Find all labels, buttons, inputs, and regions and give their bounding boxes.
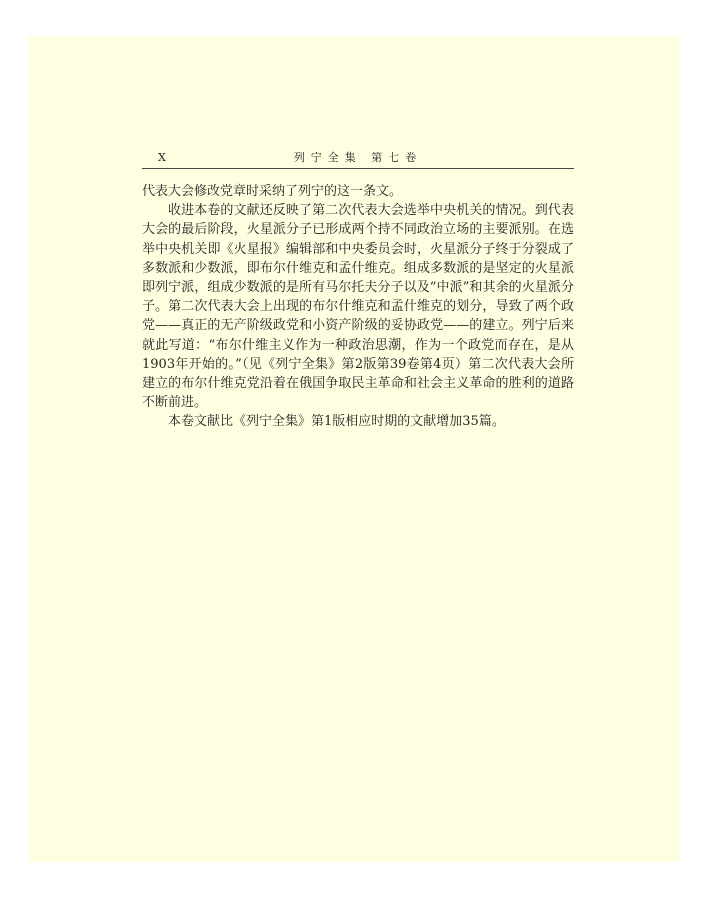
paragraph-continuation: 代表大会修改党章时采纳了列宁的这一条文。	[142, 184, 403, 199]
page-number: X	[158, 151, 166, 164]
page-header	[142, 150, 574, 169]
body-text	[142, 182, 574, 432]
running-title: 列宁全集 第七卷	[293, 151, 423, 164]
paragraph: 本卷文献比《列宁全集》第1版相应时期的文献增加35篇。	[168, 414, 505, 430]
paragraph: 收进本卷的文献还反映了第二次代表大会选举中央机关的情况。到代表大会的最后阶段，火星派分子已形成两个持不同政治立场的主要派别。在选举中央机关即《火星报》编辑部和中央委员会时，火星派分子终于分裂成了多数派和少数派，即布尔什维克和孟什维克。组成多数派的是坚定的火星派即列宁派，组成少数派的是所有马尔托夫分子以及“中派”和其余的火星派分子。第二次代表大会上出现的布尔什维克和孟什维克的划分，导致了两个政党——真正的无产阶级政党和小资产阶级的妥协政党——的建立。列宁后来就此写道：“布尔什维主义作为一种政治思潮，作为一个政党而存在，是从1903年开始的。”（见《列宁全集》第2版第39卷第4页）第二次代表大会所建立的布尔什维克党沿着在俄国争取民主革命和社会主义革命的胜利的道路不断前进。	[142, 203, 574, 411]
